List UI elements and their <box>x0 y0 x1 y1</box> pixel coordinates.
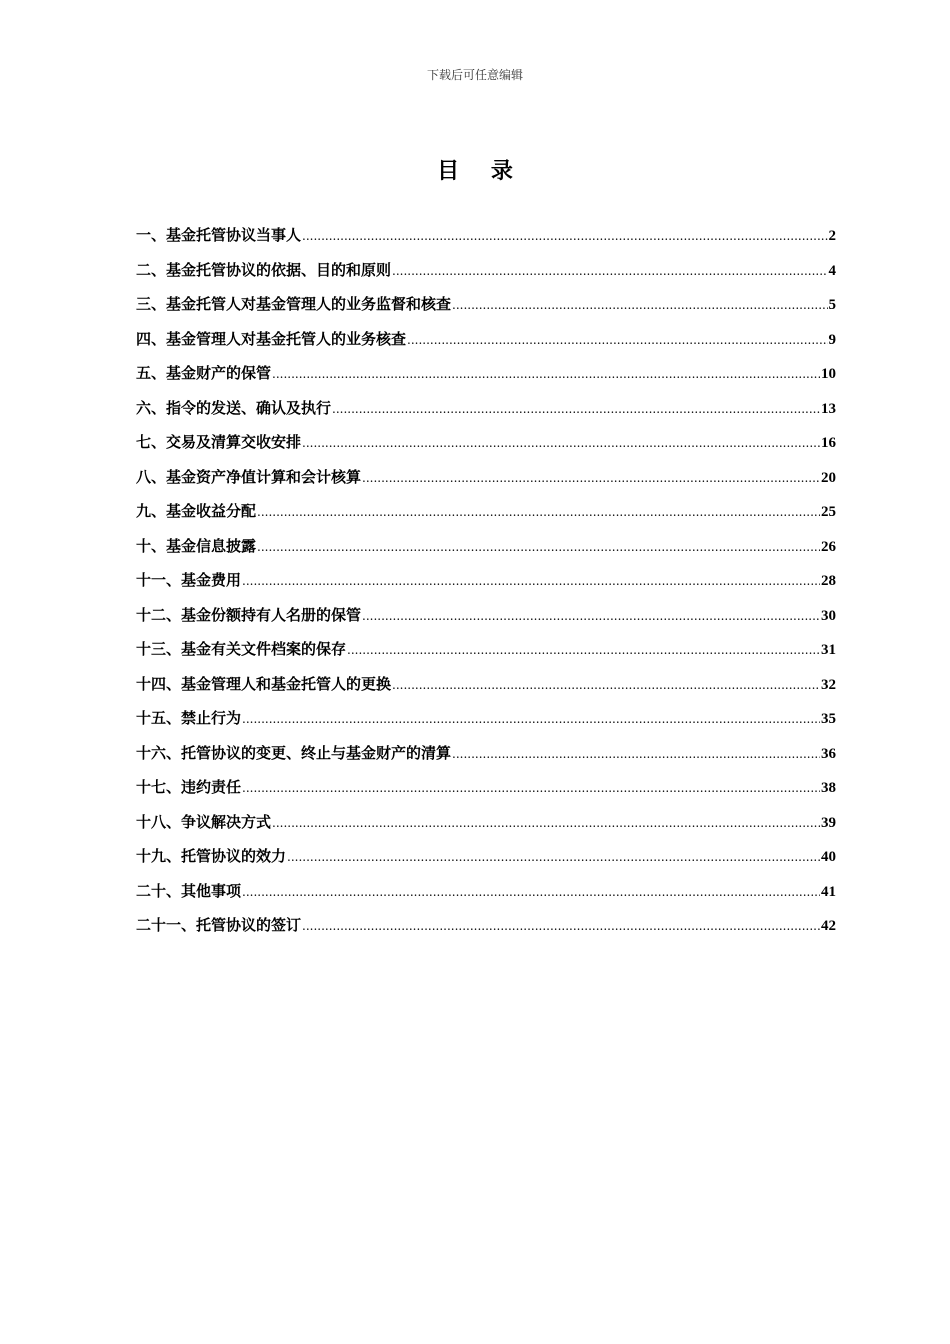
toc-entry-label: 十九、托管协议的效力 <box>136 847 287 865</box>
toc-entry[interactable] <box>136 707 836 742</box>
toc-entry-page-number: 9 <box>828 331 836 348</box>
toc-entry-page-number: 30 <box>821 607 836 624</box>
toc-dot-leader <box>302 433 820 451</box>
toc-entry-label: 一、基金托管协议当事人 <box>136 226 302 244</box>
toc-dot-leader <box>332 399 820 417</box>
toc-entry-label: 七、交易及清算交收安排 <box>136 433 302 451</box>
toc-entry-page-number: 39 <box>821 814 836 831</box>
toc-entry-page-number: 20 <box>821 469 836 486</box>
toc-entry-label: 十六、托管协议的变更、终止与基金财产的清算 <box>136 743 452 762</box>
toc-dot-leader <box>392 675 820 693</box>
toc-entry-page-number: 31 <box>821 642 836 658</box>
table-of-contents <box>136 224 836 949</box>
toc-entry-label: 十二、基金份额持有人名册的保管 <box>136 605 362 624</box>
toc-entry[interactable] <box>136 569 836 604</box>
toc-dot-leader <box>287 847 820 865</box>
toc-entry-page-number: 41 <box>821 883 836 900</box>
toc-title: 目 录 <box>437 158 525 184</box>
toc-entry-label: 十一、基金费用 <box>136 571 242 589</box>
toc-entry-label: 三、基金托管人对基金管理人的业务监督和核查 <box>136 295 452 313</box>
toc-dot-leader <box>302 226 827 244</box>
toc-entry[interactable] <box>136 224 836 259</box>
toc-dot-leader <box>242 709 820 727</box>
toc-entry-label: 十五、禁止行为 <box>136 709 242 727</box>
toc-entry-page-number: 40 <box>821 849 836 865</box>
toc-entry-label: 十四、基金管理人和基金托管人的更换 <box>136 674 392 693</box>
toc-entry-page-number: 25 <box>821 504 836 520</box>
toc-dot-leader <box>272 364 820 382</box>
toc-entry-page-number: 16 <box>821 435 836 451</box>
toc-entry-label: 十七、违约责任 <box>136 778 242 796</box>
toc-entry[interactable] <box>136 742 836 777</box>
toc-entry-label: 十八、争议解决方式 <box>136 812 272 831</box>
toc-entry-label: 二、基金托管协议的依据、目的和原则 <box>136 260 392 279</box>
toc-dot-leader <box>242 778 820 796</box>
toc-dot-leader <box>257 537 820 555</box>
toc-entry[interactable] <box>136 845 836 880</box>
toc-entry[interactable] <box>136 604 836 639</box>
toc-dot-leader <box>242 882 820 900</box>
toc-entry-page-number: 2 <box>828 228 836 244</box>
toc-entry-label: 十三、基金有关文件档案的保存 <box>136 640 347 658</box>
toc-dot-leader <box>347 640 820 658</box>
toc-entry[interactable] <box>136 914 836 949</box>
toc-entry[interactable] <box>136 673 836 708</box>
toc-entry-page-number: 42 <box>821 918 836 934</box>
toc-entry-page-number: 28 <box>821 573 836 589</box>
toc-entry-page-number: 13 <box>821 400 836 417</box>
toc-entry[interactable] <box>136 880 836 915</box>
toc-entry[interactable] <box>136 500 836 535</box>
toc-entry-page-number: 5 <box>828 297 836 313</box>
toc-entry-label: 二十一、托管协议的签订 <box>136 916 302 934</box>
toc-entry-page-number: 35 <box>821 711 836 727</box>
toc-entry-page-number: 32 <box>821 676 836 693</box>
toc-entry-page-number: 4 <box>828 262 836 279</box>
toc-entry[interactable] <box>136 466 836 501</box>
toc-entry[interactable] <box>136 535 836 570</box>
toc-entry-label: 十、基金信息披露 <box>136 536 257 555</box>
toc-dot-leader <box>302 916 820 934</box>
toc-entry-label: 八、基金资产净值计算和会计核算 <box>136 467 362 486</box>
toc-dot-leader <box>407 330 827 348</box>
toc-entry-page-number: 10 <box>821 366 836 382</box>
toc-dot-leader <box>257 502 820 520</box>
toc-entry-label: 五、基金财产的保管 <box>136 364 272 382</box>
toc-entry-label: 四、基金管理人对基金托管人的业务核查 <box>136 329 407 348</box>
toc-entry[interactable] <box>136 776 836 811</box>
toc-dot-leader <box>272 813 820 831</box>
toc-dot-leader <box>362 468 820 486</box>
toc-entry-label: 九、基金收益分配 <box>136 502 257 520</box>
toc-entry[interactable] <box>136 431 836 466</box>
toc-entry[interactable] <box>136 811 836 846</box>
toc-entry-label: 六、指令的发送、确认及执行 <box>136 398 332 417</box>
toc-entry-page-number: 26 <box>821 538 836 555</box>
toc-dot-leader <box>452 744 820 762</box>
toc-entry[interactable] <box>136 362 836 397</box>
toc-dot-leader <box>452 295 827 313</box>
toc-entry[interactable] <box>136 328 836 363</box>
toc-dot-leader <box>242 571 820 589</box>
toc-entry[interactable] <box>136 638 836 673</box>
toc-entry[interactable] <box>136 293 836 328</box>
toc-entry-label: 二十、其他事项 <box>136 881 242 900</box>
page-header-note: 下载后可任意编辑 <box>426 68 523 82</box>
toc-dot-leader <box>362 606 820 624</box>
toc-entry[interactable] <box>136 397 836 432</box>
toc-entry-page-number: 38 <box>821 780 836 796</box>
toc-entry[interactable] <box>136 259 836 294</box>
toc-entry-page-number: 36 <box>821 745 836 762</box>
toc-dot-leader <box>392 261 827 279</box>
